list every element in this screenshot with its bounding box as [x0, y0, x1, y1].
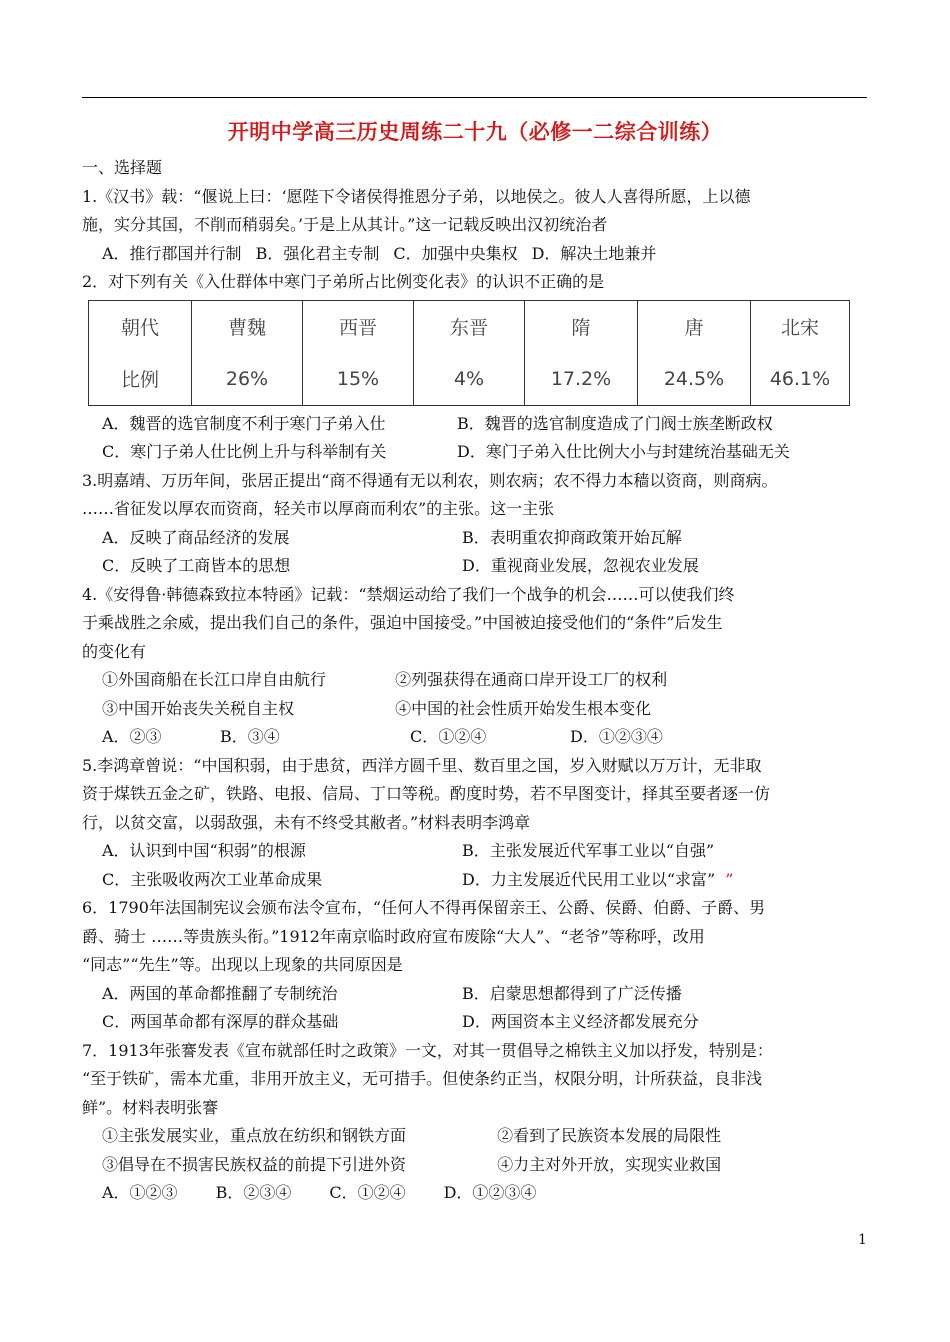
q4-option-a: A．②③ — [102, 727, 162, 746]
q5-stem-line-2: 资于煤铁五金之矿，铁路、电报、信局、丁口等税。酌度时势，若不早图变计，择其至要者逐一仿 — [82, 784, 771, 803]
q4-statement-4: ④中国的社会性质开始发生根本变化 — [395, 698, 652, 718]
q4-option-b: B．③④ — [220, 727, 280, 746]
q7-statement-4: ④力主对外开放，实现实业救国 — [497, 1154, 722, 1174]
table-row-ratio — [89, 353, 850, 406]
q5-option-b: B．主张发展近代军事工业以“自强” — [462, 841, 715, 860]
q2-option-d: D．寒门子弟入仕比例大小与封建统治基础无关 — [457, 442, 790, 461]
q7-stem-line-2: “至于铁矿，需本尤重，非用开放主义，无可措手。但使条约正当，权限分明，计所获益，良非浅 — [82, 1069, 763, 1088]
q6-options-row-1 — [82, 980, 872, 1009]
q6-option-d: D．两国资本主义经济都发展充分 — [462, 1012, 699, 1031]
q5-option-d: D．力主发展近代民用工业以“求富” — [462, 869, 716, 889]
q7-options — [82, 1179, 872, 1208]
q4-statement-3: ③中国开始丧失关税自主权 — [102, 698, 295, 718]
q7-statement-3: ③倡导在不损害民族权益的前提下引进外资 — [102, 1154, 407, 1174]
q7-stem-line-1: 7．1913年张謇发表《宣布就部任时之政策》一文，对其一贯倡导之棉铁主义加以抒发，特别是： — [82, 1040, 773, 1060]
table-cell: 北宋 — [751, 300, 850, 353]
table-cell: 唐 — [638, 300, 751, 353]
table-cell: 17.2% — [525, 353, 638, 406]
q1-options — [82, 240, 872, 269]
q2-ratio-table — [88, 300, 850, 406]
q1-stem-line-2: 施，实分其国，不削而稍弱矣。’于是上从其计。”这一记载反映出汉初统治者 — [82, 215, 608, 234]
q2-options-row-2 — [82, 438, 872, 467]
q4-stem-line-1: 4.《安得鲁·韩德森致拉本特函》记载：“禁烟运动给了我们一个战争的机会……可以使我们终 — [82, 584, 735, 604]
table-cell: 46.1% — [751, 353, 850, 406]
header-rule — [82, 97, 867, 98]
q7-option-c: C．①②④ — [329, 1183, 406, 1202]
table-row-dynasty — [89, 300, 850, 353]
q5-option-c: C．主张吸收两次工业革命成果 — [102, 869, 323, 889]
section-heading: 一、选择题 — [82, 158, 163, 177]
q4-option-d: D．①②③④ — [570, 727, 663, 746]
q4-stem-line-3: 的变化有 — [82, 641, 147, 661]
q7-option-a: A．①②③ — [102, 1183, 178, 1202]
q1-option-d: D．解决土地兼并 — [531, 243, 657, 263]
q3-option-d: D．重视商业发展，忽视农业发展 — [462, 556, 699, 575]
q5-options-row-1 — [82, 837, 872, 866]
table-cell: 东晋 — [414, 300, 525, 353]
q6-stem-line-1: 6．1790年法国制宪议会颁布法令宣布，“任何人不得再保留亲王、公爵、侯爵、伯爵、子爵、男 — [82, 898, 766, 917]
table-cell: 26% — [192, 353, 303, 406]
q7-stem-line-3: 鲜”。材料表明张謇 — [82, 1097, 219, 1117]
q2-stem: 2．对下列有关《入仕群体中寒门子弟所占比例变化表》的认识不正确的是 — [82, 272, 605, 291]
document-body — [82, 154, 872, 1208]
q6-stem-line-2: 爵、骑士 ……等贵族头衔。”1912年南京临时政府宣布废除“大人”、“老爷”等称呼，改用 — [82, 926, 705, 946]
table-cell: 曹魏 — [192, 300, 303, 353]
q2-option-c: C．寒门子弟人仕比例上升与科举制有关 — [102, 442, 387, 461]
table-cell: 朝代 — [120, 317, 159, 339]
page-title: 开明中学高三历史周练二十九（必修一二综合训练） — [227, 120, 723, 144]
q7-statement-1: ①主张发展实业，重点放在纺织和钢铁方面 — [102, 1126, 407, 1145]
q1-option-a: A．推行郡国并行制 — [102, 243, 242, 263]
q4-statement-1: ①外国商船在长江口岸自由航行 — [102, 670, 327, 689]
q3-option-c: C．反映了工商皆本的思想 — [102, 556, 291, 575]
q5-stem-line-3: 行，以贫交富，以弱敌强，未有不终受其敝者。”材料表明李鸿章 — [82, 812, 531, 832]
q2-option-b: B．魏晋的选官制度造成了门阀士族垄断政权 — [457, 413, 773, 433]
q3-options-row-1 — [82, 524, 872, 553]
q5-options-row-2 — [82, 866, 872, 895]
q1-option-c: C．加强中央集权 — [393, 243, 518, 263]
q2-option-a: A．魏晋的选官制度不利于寒门子弟入仕 — [102, 413, 386, 433]
q6-options-row-2 — [82, 1008, 872, 1037]
q7-statement-2: ②看到了民族资本发展的局限性 — [497, 1126, 722, 1145]
q7-option-d: D．①②③④ — [443, 1183, 537, 1202]
table-cell: 15% — [303, 353, 414, 406]
q4-statements-row-1 — [82, 666, 872, 695]
q5-stem-line-1: 5.李鸿章曾说：“中国积弱，由于患贫，西洋方圆千里、数百里之国，岁入财赋以万万计，无非取 — [82, 755, 762, 775]
q2-options-row-1 — [82, 410, 872, 439]
q4-stem-line-2: 于乘战胜之余威，提出我们自己的条件，强迫中国接受。”中国被迫接受他们的“条件”后发生 — [82, 613, 723, 632]
table-cell: 24.5% — [638, 353, 751, 406]
q7-option-b: B．②③④ — [215, 1183, 292, 1202]
q4-statement-2: ②列强获得在通商口岸开设工厂的权利 — [395, 670, 668, 689]
q3-option-a: A．反映了商品经济的发展 — [102, 527, 290, 547]
q3-option-b: B．表明重农抑商政策开始瓦解 — [462, 527, 682, 547]
q6-option-b: B．启蒙思想都得到了广泛传播 — [462, 983, 682, 1003]
table-cell: 4% — [414, 353, 525, 406]
table-cell: 比例 — [120, 369, 159, 391]
q3-stem-line-2: ……省征发以厚农而资商，轻关市以厚商而利农”的主张。这一主张 — [82, 499, 555, 518]
q4-option-c: C．①②④ — [410, 727, 487, 746]
q6-option-a: A．两国的革命都推翻了专制统治 — [102, 983, 338, 1003]
table-cell: 西晋 — [303, 300, 414, 353]
q7-statements-row-1 — [82, 1122, 872, 1151]
q6-option-c: C．两国革命都有深厚的群众基础 — [102, 1012, 339, 1031]
q4-options — [82, 723, 872, 752]
q1-stem-line-1: 1.《汉书》载：“偃说上曰：‘愿陛下令诸侯得推恩分子弟，以地侯之。彼人人喜得所愿，上以德 — [82, 186, 751, 206]
table-cell: 隋 — [525, 300, 638, 353]
q3-stem-line-1: 3.明嘉靖、万历年间，张居正提出“商不得通有无以利农，则农病；农不得力本穑以资商，则商病。 — [82, 470, 778, 490]
q3-options-row-2 — [82, 552, 872, 581]
q5-stray-mark: ” — [725, 869, 734, 889]
page-number: 1 — [858, 1232, 867, 1248]
q6-stem-line-3: “同志”“先生”等。出现以上现象的共同原因是 — [82, 955, 403, 974]
q4-statements-row-2 — [82, 695, 872, 724]
q5-option-a: A．认识到中国“积弱”的根源 — [102, 841, 306, 860]
q7-statements-row-2 — [82, 1151, 872, 1180]
q1-option-b: B．强化君主专制 — [255, 243, 380, 263]
